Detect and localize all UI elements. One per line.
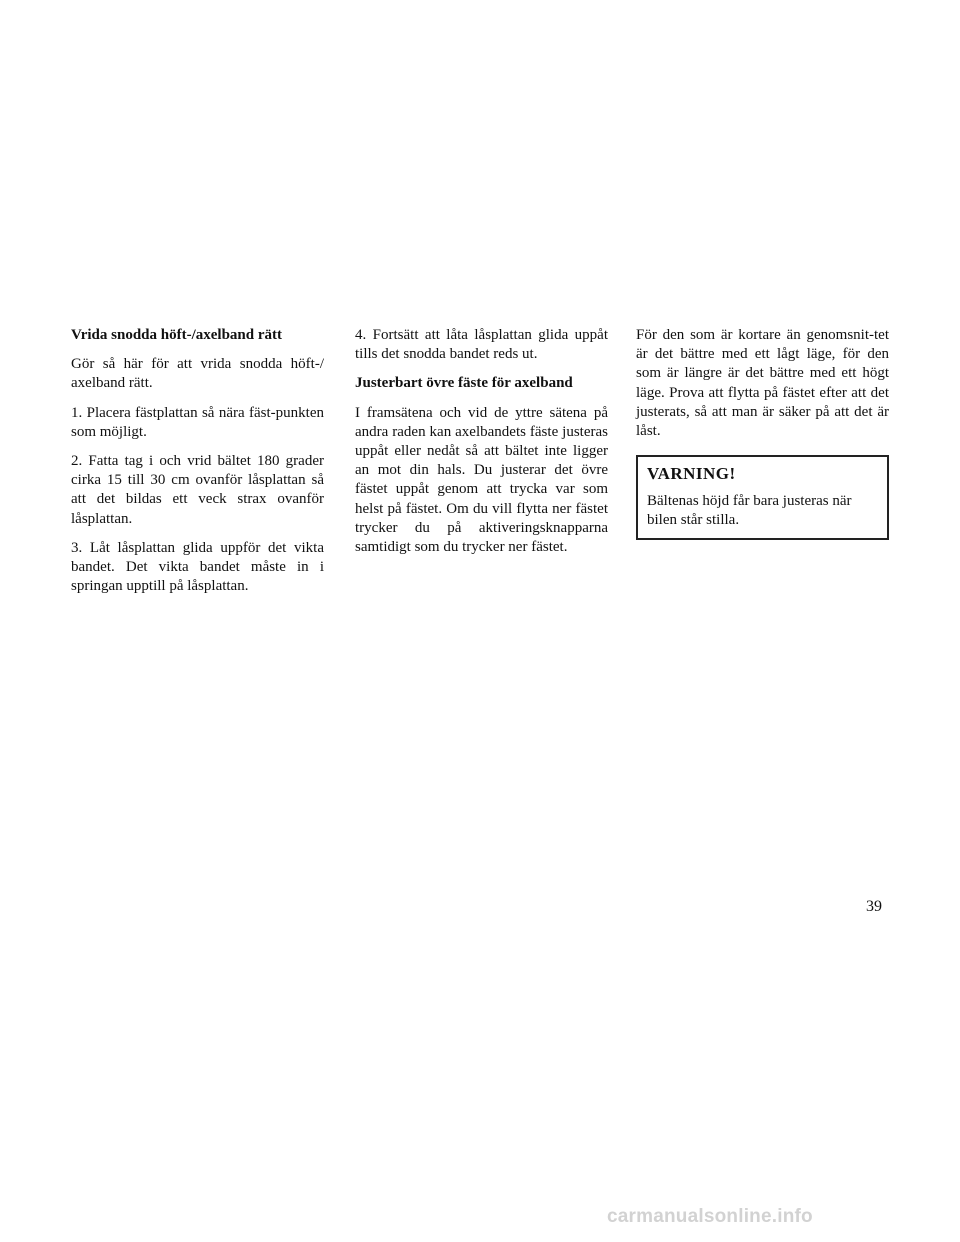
column-middle (355, 326, 608, 567)
warning-text: Bältenas höjd får bara justeras när bilen står stilla. (647, 493, 852, 529)
adjustable-anchor-paragraph: I framsätena och vid de yttre sätena på andra raden kan axelbandets fäste justeras uppåt eller nedåt så att bältet inte ligger an mot din hals. Du justerar det övre fästet uppåt genom att trycka var som helst på fästet. Om du vill flytta ner fästet trycker du på aktiveringsknapparna samtidigt som du trycker ner fästet. (355, 404, 608, 556)
step-1-paragraph: 1. Placera fästplattan så nära fäst-punkten som möjligt. (71, 404, 324, 440)
page-number: 39 (866, 898, 882, 915)
intro-paragraph: Gör så här för att vrida snodda höft-/ axelband rätt. (71, 356, 324, 392)
step-3-paragraph: 3. Låt låsplattan glida uppför det vikta bandet. Det vikta bandet måste in i springan upptill på låsplattan. (71, 539, 324, 595)
height-advice-paragraph: För den som är kortare än genomsnit-tet är det bättre med ett lågt läge, för den som är längre är det bättre med ett högt läge. Prova att flytta på fästet efter att det justerats, så att man är säker på att det är låst. (636, 327, 889, 440)
warning-box (636, 455, 889, 539)
section-heading-twisted-belt: Vrida snodda höft-/axelband rätt (71, 327, 282, 343)
column-left (71, 326, 324, 606)
section-heading-adjustable-anchor: Justerbart övre fäste för axelband (355, 375, 573, 392)
watermark: carmanualsonline.info (607, 1206, 813, 1227)
step-4-paragraph: 4. Fortsätt att låta låsplattan glida uppåt tills det snodda bandet reds ut. (355, 327, 608, 363)
warning-title: VARNING! (647, 464, 736, 484)
column-right (636, 326, 889, 540)
step-2-paragraph: 2. Fatta tag i och vrid bältet 180 grader cirka 15 till 30 cm ovanför låsplattan så att det bildas ett veck strax ovanför låsplattan. (71, 453, 324, 527)
